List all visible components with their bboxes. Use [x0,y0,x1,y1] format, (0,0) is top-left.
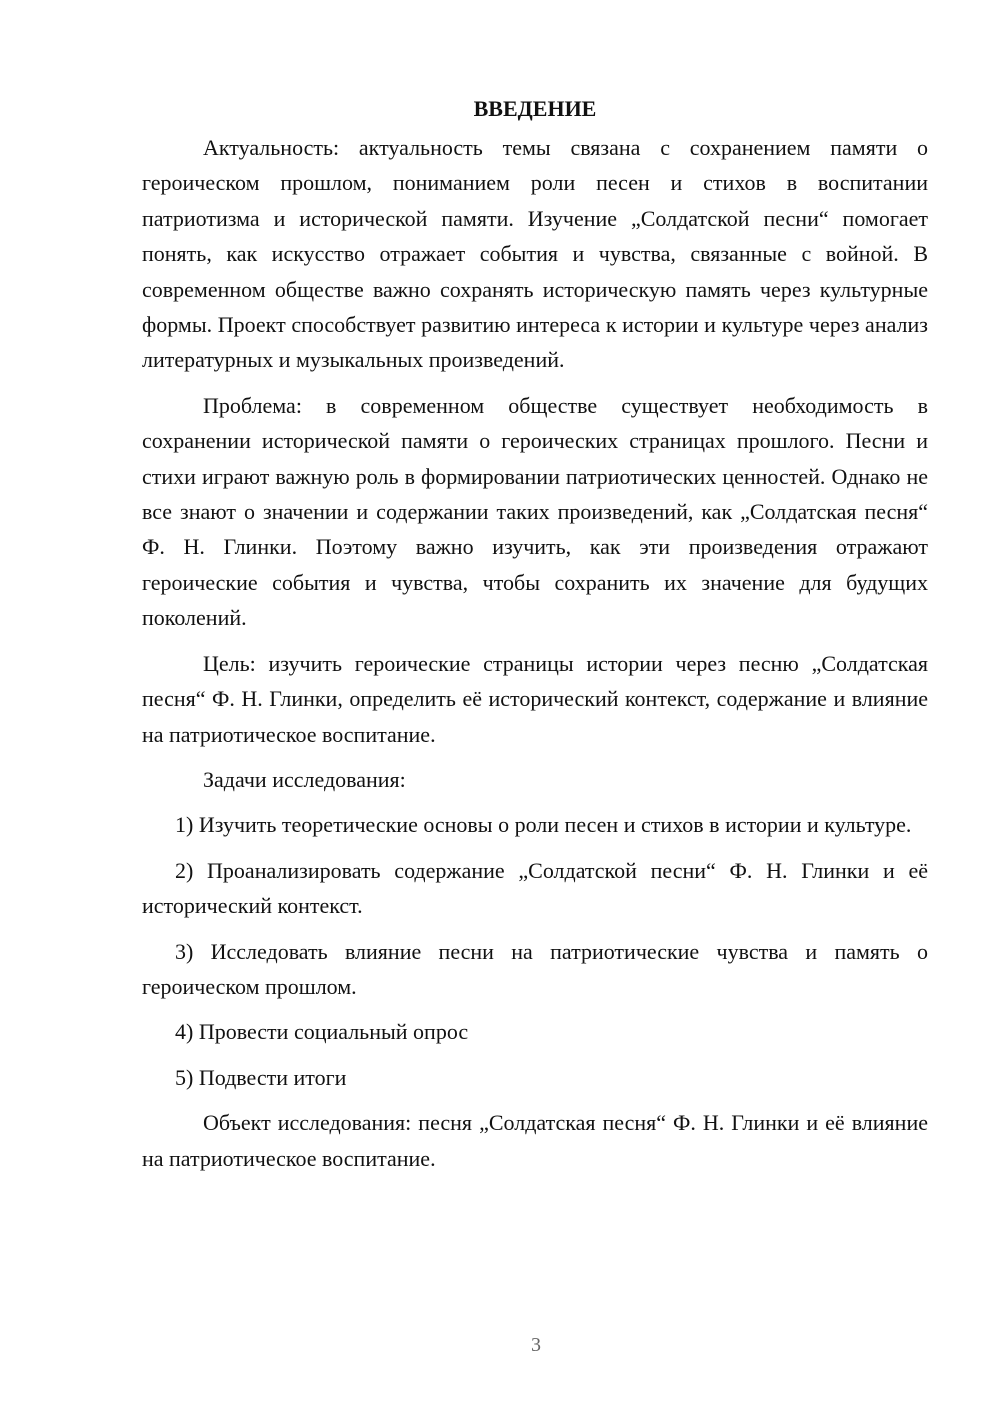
relevance-paragraph: Актуальность: актуальность темы связана с сохранением памяти о героическом прошлом, пониманием роли песен и стихов в воспитании патриотизма и исторической памяти. Изучение „Солдатской песни“ помогает понять, как искусство отражает события и чувства, связанные с войной. В современном обществе важно сохранять историческую память через культурные формы. Проект способствует развитию интереса к истории и культуре через анализ литературных и музыкальных произведений. [142,135,928,373]
task-item-3: 3) Исследовать влияние песни на патриотические чувства и память о героическом прошлом. [142,938,928,999]
task-item-2: 2) Проанализировать содержание „Солдатской песни“ Ф. Н. Глинки и её исторический контекст. [142,857,928,919]
problem-paragraph: Проблема: в современном обществе существует необходимость в сохранении исторической памяти о героических страницах прошлого. Песни и стихи играют важную роль в формировании патриотических ценностей. Однако не все знают о значении и содержании таких произведений, как „Солдатская песня“ Ф. Н. Глинки. Поэтому важно изучить, как эти произведения отражают героические события и чувства, чтобы сохранить их значение для будущих поколений. [142,392,928,631]
page-number: 3 [531,1334,541,1356]
document-page [142,92,928,1186]
task-item-1: 1) Изучить теоретические основы о роли песен и стихов в истории и культуре. [175,812,912,838]
tasks-title: Задачи исследования: [203,766,406,792]
task-item-4: 4) Провести социальный опрос [175,1019,469,1045]
goal-paragraph: Цель: изучить героические страницы истории через песню „Солдатская песня“ Ф. Н. Глинки, определить её исторический контекст, содержание и влияние на патриотическое воспитание. [142,650,928,747]
section-heading: ВВЕДЕНИЕ [473,96,597,121]
object-paragraph: Объект исследования: песня „Солдатская песня“ Ф. Н. Глинки и её влияние на патриотическое воспитание. [142,1110,928,1171]
task-item-5: 5) Подвести итоги [175,1064,347,1090]
